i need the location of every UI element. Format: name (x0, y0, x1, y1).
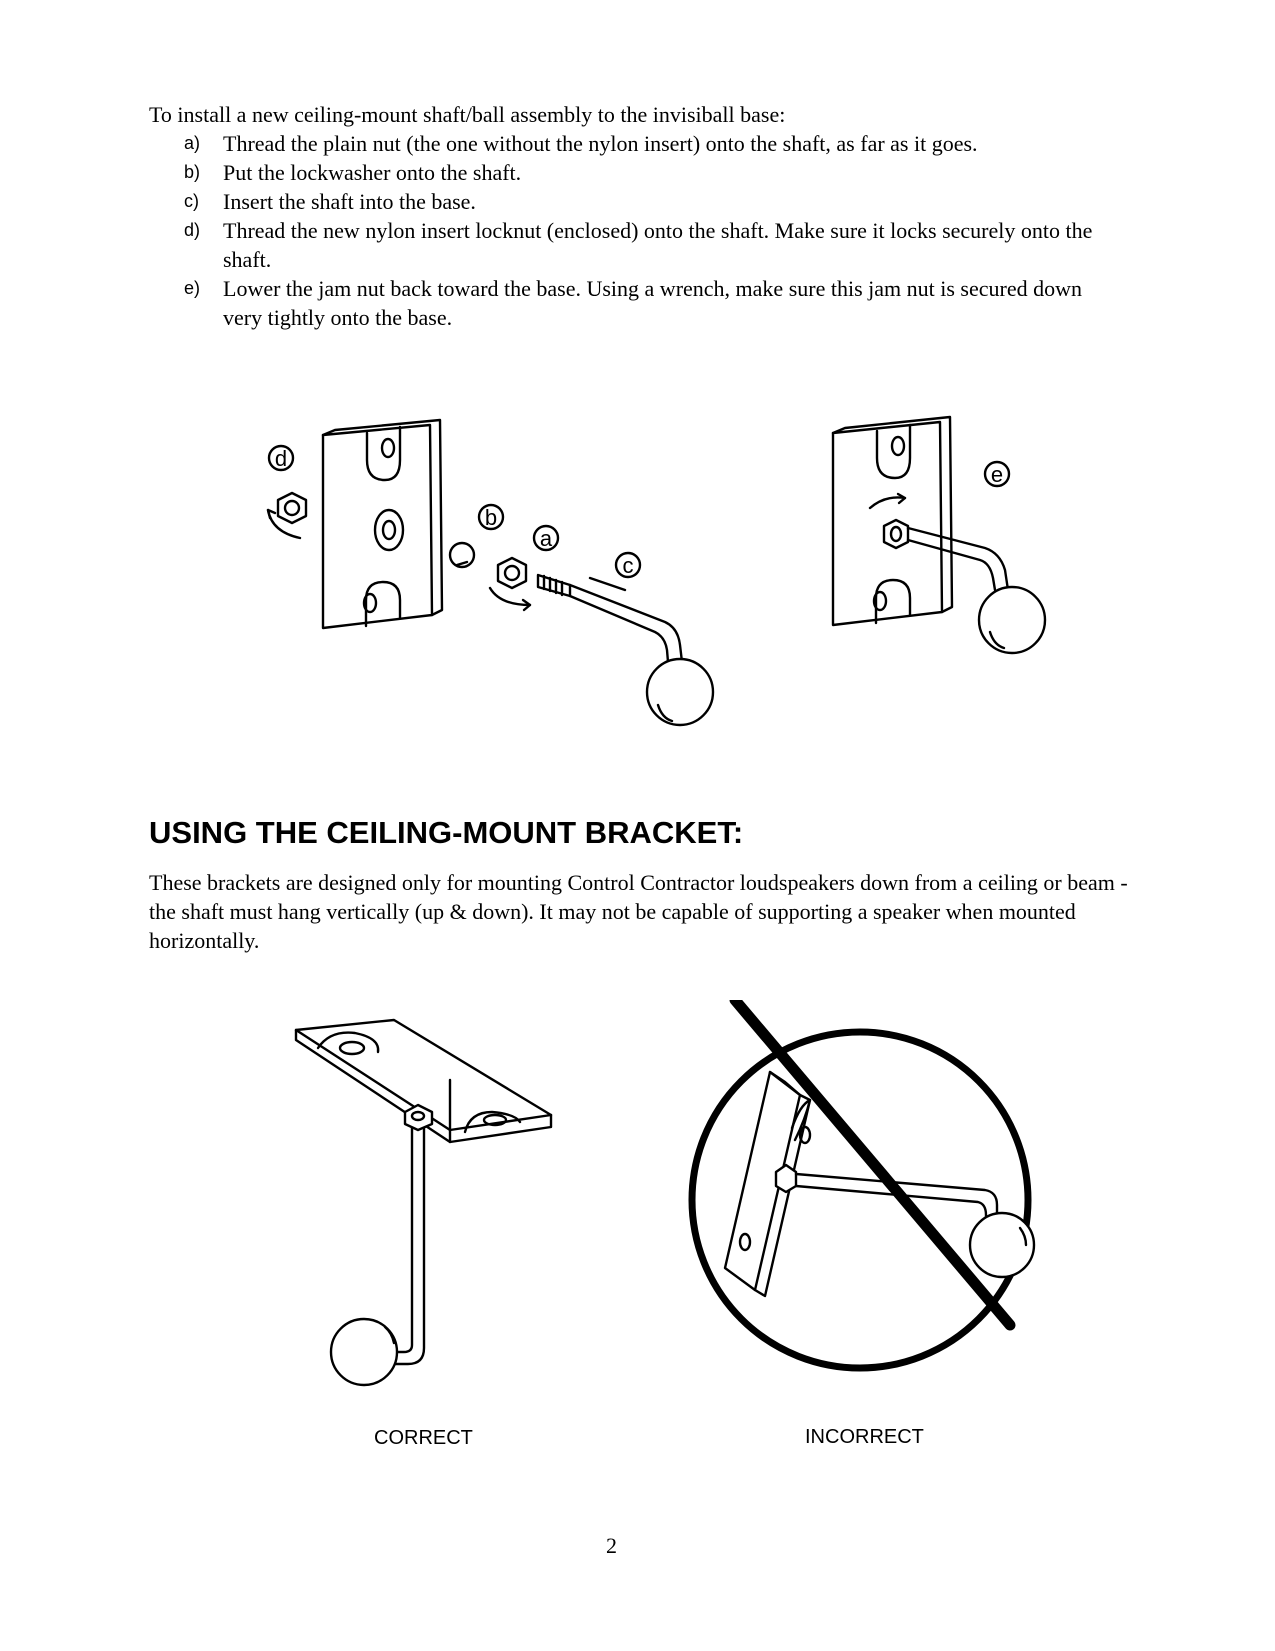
step-a (184, 129, 1124, 158)
step-marker: c) (184, 191, 199, 211)
callout-a (534, 526, 558, 551)
left-base-plate (323, 420, 442, 628)
step-text: Insert the shaft into the base. (223, 189, 476, 214)
svg-text:d: d (274, 446, 288, 471)
caption-correct: CORRECT (374, 1427, 473, 1449)
step-b (184, 158, 1124, 187)
svg-text:c: c (622, 553, 634, 578)
intro-text: To install a new ceiling-mount shaft/ball assembly to the invisiball base: (149, 102, 786, 127)
callout-e (985, 462, 1009, 487)
svg-text:b: b (484, 505, 498, 530)
section-heading: USING THE CEILING-MOUNT BRACKET: (149, 815, 744, 850)
step-text: Lower the jam nut back toward the base. Using a wrench, make sure this jam nut is secured down very tightly onto the base. (223, 276, 1082, 330)
step-text: Put the lockwasher onto the shaft. (223, 160, 522, 185)
correct-mounting-drawing (296, 1020, 551, 1385)
locknut-d (268, 493, 306, 538)
step-text: Thread the new nylon insert locknut (enclosed) onto the shaft. Make sure it locks securely onto the shaft. (223, 218, 1093, 272)
shaft-ball-left (538, 575, 713, 725)
step-text: Thread the plain nut (the one without the nylon insert) onto the shaft, as far as it goes. (223, 131, 978, 156)
caption-incorrect: INCORRECT (805, 1426, 924, 1448)
step-marker: d) (184, 220, 201, 240)
svg-text:a: a (539, 526, 553, 551)
step-marker: a) (184, 133, 201, 153)
callout-c (616, 553, 640, 578)
step-d (184, 216, 1124, 274)
mounting-orientation-illustration (0, 1000, 1275, 1400)
step-e (184, 274, 1124, 332)
section-paragraph: These brackets are designed only for mounting Control Contractor loudspeakers down from a ceiling or beam - the shaft must hang vertically (up & down). It may not be capable of supporting a speaker when mounted horizontally. (149, 870, 1128, 953)
svg-text:e: e (990, 462, 1004, 487)
page-number: 2 (606, 1533, 617, 1558)
step-c (184, 187, 1124, 216)
right-base-plate (833, 417, 1045, 653)
callout-d (269, 446, 293, 471)
assembly-illustration (0, 400, 1275, 740)
install-steps-list (184, 129, 1124, 332)
step-marker: e) (184, 278, 201, 298)
incorrect-mounting-drawing (692, 1000, 1034, 1368)
plain-nut-a (490, 558, 530, 610)
callout-b (479, 505, 503, 530)
lockwasher-b (450, 543, 474, 567)
step-marker: b) (184, 162, 201, 182)
